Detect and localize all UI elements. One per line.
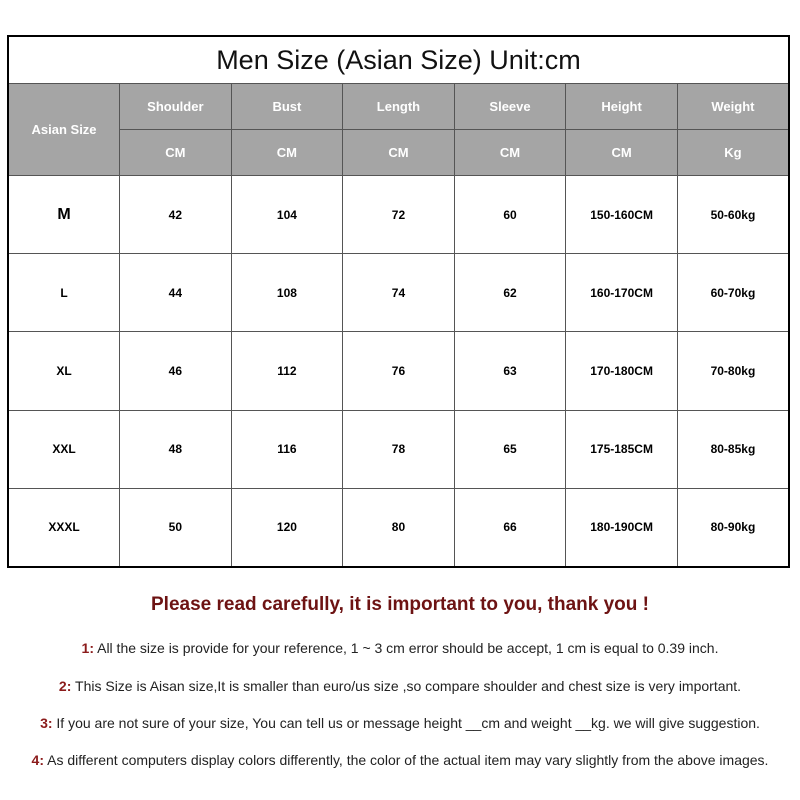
- note-4: [0, 752, 800, 768]
- note-text: If you are not sure of your size, You can tell us or message height __cm and weight __kg. we will give suggestion.: [52, 715, 760, 731]
- sleeve-cell: 65: [454, 410, 566, 488]
- length-cell: 76: [343, 332, 455, 410]
- weight-cell: 60-70kg: [677, 254, 789, 332]
- note-text: As different computers display colors differently, the color of the actual item may vary slightly from the above images.: [44, 752, 769, 768]
- header-asian-size: Asian Size: [8, 84, 120, 176]
- notice-heading: Please read carefully, it is important to you, thank you !: [151, 594, 649, 615]
- height-cell: 160-170CM: [566, 254, 678, 332]
- shoulder-cell: 46: [120, 332, 232, 410]
- unit-height: CM: [566, 130, 678, 176]
- height-cell: 170-180CM: [566, 332, 678, 410]
- sleeve-cell: 62: [454, 254, 566, 332]
- header-bust: Bust: [231, 84, 343, 130]
- units-row: [8, 130, 789, 176]
- note-3: [0, 715, 800, 731]
- length-cell: 72: [343, 176, 455, 254]
- height-cell: 175-185CM: [566, 410, 678, 488]
- sleeve-cell: 60: [454, 176, 566, 254]
- note-number: 1:: [81, 640, 94, 656]
- weight-cell: 70-80kg: [677, 332, 789, 410]
- bust-cell: 120: [231, 488, 343, 567]
- shoulder-cell: 44: [120, 254, 232, 332]
- length-cell: 74: [343, 254, 455, 332]
- note-number: 3:: [40, 715, 53, 731]
- bust-cell: 108: [231, 254, 343, 332]
- height-cell: 150-160CM: [566, 176, 678, 254]
- weight-cell: 50-60kg: [677, 176, 789, 254]
- weight-cell: 80-85kg: [677, 410, 789, 488]
- table-row: [8, 176, 789, 254]
- bust-cell: 112: [231, 332, 343, 410]
- size-cell: L: [8, 254, 120, 332]
- note-number: 2:: [58, 678, 72, 694]
- note-text: All the size is provide for your reference, 1 ~ 3 cm error should be accept, 1 cm is equal to 0.39 inch.: [93, 640, 719, 656]
- bust-cell: 116: [231, 410, 343, 488]
- title-row: [8, 36, 789, 84]
- unit-weight: Kg: [677, 130, 789, 176]
- sleeve-cell: 63: [454, 332, 566, 410]
- size-chart-table: [7, 35, 790, 568]
- note-2: [0, 678, 800, 694]
- size-cell: M: [8, 176, 120, 254]
- shoulder-cell: 48: [120, 410, 232, 488]
- size-cell: XXXL: [8, 488, 120, 567]
- header-sleeve: Sleeve: [454, 84, 566, 130]
- sleeve-cell: 66: [454, 488, 566, 567]
- unit-length: CM: [343, 130, 455, 176]
- note-number: 4:: [31, 752, 44, 768]
- bust-cell: 104: [231, 176, 343, 254]
- size-cell: XXL: [8, 410, 120, 488]
- header-length: Length: [343, 84, 455, 130]
- note-1: [0, 640, 800, 656]
- unit-bust: CM: [231, 130, 343, 176]
- height-cell: 180-190CM: [566, 488, 678, 567]
- shoulder-cell: 50: [120, 488, 232, 567]
- header-weight: Weight: [677, 84, 789, 130]
- shoulder-cell: 42: [120, 176, 232, 254]
- header-shoulder: Shoulder: [120, 84, 232, 130]
- table-row: [8, 488, 789, 567]
- table-row: [8, 332, 789, 410]
- size-cell: XL: [8, 332, 120, 410]
- weight-cell: 80-90kg: [677, 488, 789, 567]
- table-row: [8, 410, 789, 488]
- length-cell: 78: [343, 410, 455, 488]
- unit-shoulder: CM: [120, 130, 232, 176]
- header-row: [8, 84, 789, 130]
- note-text: This Size is Aisan size,It is smaller than euro/us size ,so compare shoulder and chest size is very important.: [71, 678, 742, 694]
- unit-sleeve: CM: [454, 130, 566, 176]
- length-cell: 80: [343, 488, 455, 567]
- table-row: [8, 254, 789, 332]
- chart-title: Men Size (Asian Size) Unit:cm: [8, 36, 789, 84]
- header-height: Height: [566, 84, 678, 130]
